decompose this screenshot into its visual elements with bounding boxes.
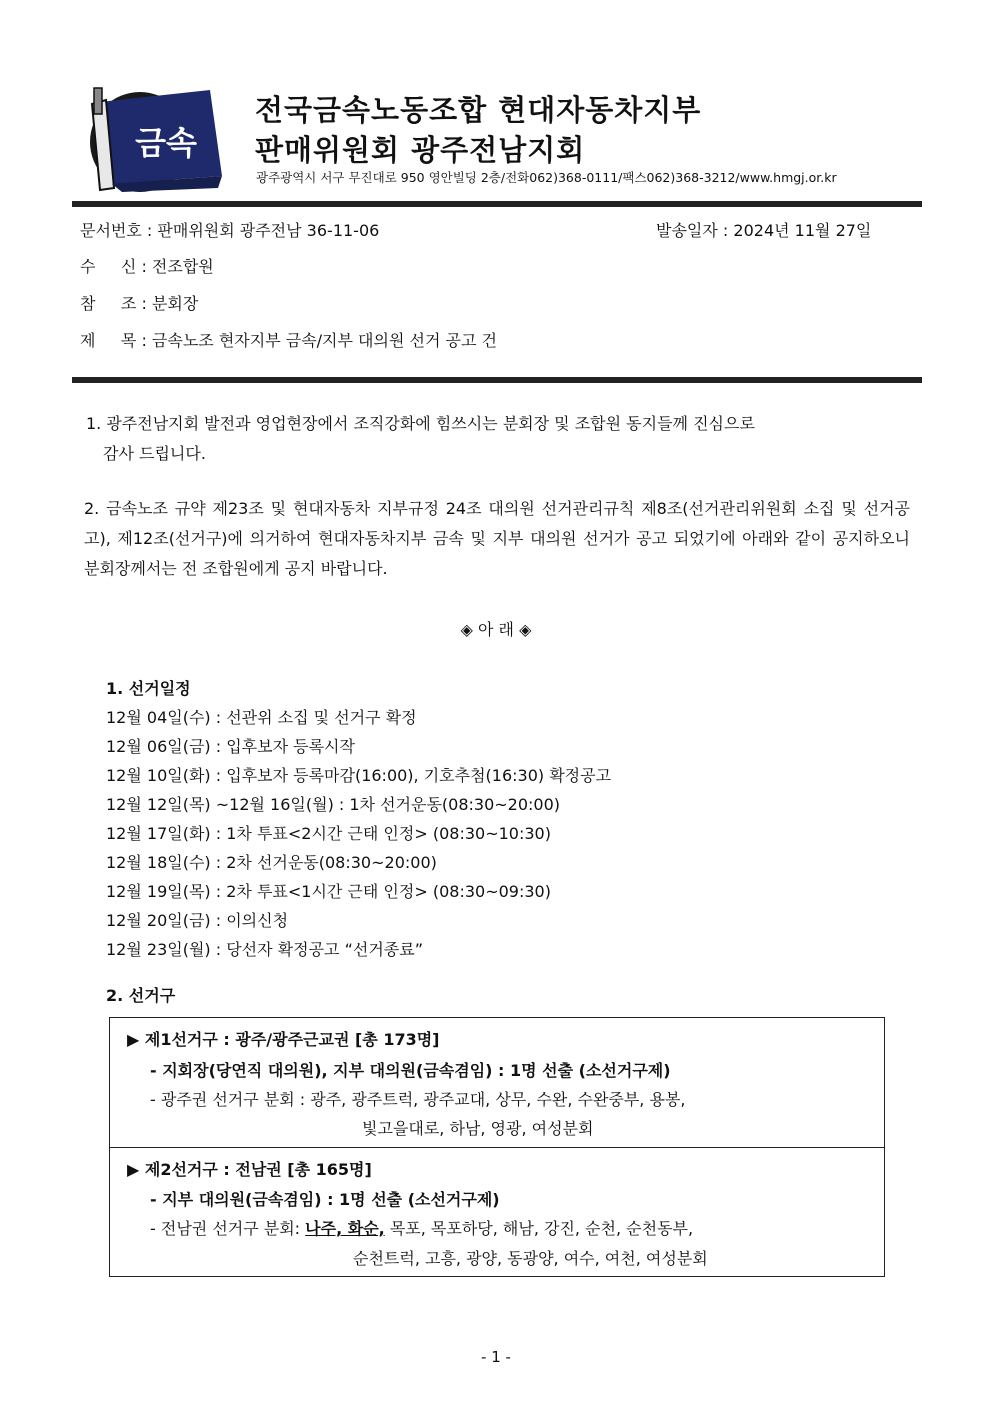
reference-label: 참 조: [80, 294, 137, 313]
schedule-item: 12월 17일(화) : 1차 투표<2시간 근태 인정> (08:30~10:30): [106, 824, 551, 843]
district-1-line2: - 광주권 선거구 분회 : 광주, 광주트럭, 광주교대, 상무, 수완, 수완중부, 용봉,: [150, 1090, 686, 1109]
send-date-value: 2024년 11월 27일: [733, 221, 872, 240]
reference-value: 분회장: [151, 294, 199, 313]
district-1-line1: - 지회장(당연직 대의원), 지부 대의원(금속겸임) : 1명 선출 (소선거구제): [150, 1061, 671, 1080]
district-2: [110, 1147, 884, 1276]
header-rule: [72, 201, 922, 207]
send-date-row: 발송일자 : 2024년 11월 27일: [656, 221, 872, 240]
doc-number-row: 문서번호 : 판매위원회 광주전남 36-11-06: [80, 221, 380, 240]
schedule-item: 12월 20일(금) : 이의신청: [106, 911, 289, 930]
reference-row: 참 조 : 분회장: [80, 294, 199, 313]
district-2-line2-prefix: - 전남권 선거구 분회:: [150, 1219, 301, 1238]
logo-text: 금속: [135, 124, 197, 162]
paragraph-1-line2: 감사 드립니다.: [103, 444, 206, 463]
below-heading: ◈ 아 래 ◈: [460, 620, 532, 639]
recipient-row: 수 신 : 전조합원: [80, 257, 214, 276]
recipient-label: 수 신: [80, 257, 137, 276]
schedule-item: 12월 06일(금) : 입후보자 등록시작: [106, 737, 355, 756]
doc-number-label: 문서번호: [80, 221, 142, 240]
districts-box: [109, 1017, 885, 1277]
district-2-line2-rest: 목포, 목포하당, 해남, 강진, 순천, 순천동부,: [389, 1219, 694, 1238]
subject-value: 금속노조 현자지부 금속/지부 대의원 선거 공고 건: [151, 331, 497, 350]
page-number: - 1 -: [481, 1348, 511, 1366]
org-name-line1: 전국금속노동조합 현대자동차지부: [255, 93, 702, 127]
union-logo: [82, 84, 224, 194]
district-1: [110, 1018, 884, 1147]
doc-number-value: 판매위원회 광주전남 36-11-06: [157, 221, 380, 240]
subject-label: 제 목: [80, 331, 137, 350]
district-2-highlighted-branches: 나주, 화순,: [305, 1219, 385, 1238]
district-1-line3: 빛고을대로, 하남, 영광, 여성분회: [362, 1119, 594, 1138]
schedule-item: 12월 18일(수) : 2차 선거운동(08:30~20:00): [106, 853, 437, 872]
schedule-item: 12월 04일(수) : 선관위 소집 및 선거구 확정: [106, 708, 417, 727]
district-2-line2: [150, 1216, 693, 1239]
paragraph-1-line1: 1. 광주전남지회 발전과 영업현장에서 조직강화에 힘쓰시는 분회장 및 조합원 동지들께 진심으로: [86, 414, 755, 433]
district-1-heading: ▶ 제1선거구 : 광주/광주근교권 [총 173명]: [127, 1030, 440, 1049]
district-2-line3: 순천트럭, 고흥, 광양, 동광양, 여수, 여천, 여성분회: [353, 1249, 708, 1268]
schedule-item: 12월 23일(월) : 당선자 확정공고 “선거종료”: [106, 940, 423, 959]
district-2-heading: ▶ 제2선거구 : 전남권 [총 165명]: [127, 1160, 372, 1179]
org-address: 광주광역시 서구 무진대로 950 영안빌딩 2층/전화062)368-0111/팩스062)368-3212/www.hmgj.or.kr: [256, 170, 837, 185]
schedule-title: 1. 선거일정: [106, 679, 191, 698]
schedule-item: 12월 10일(화) : 입후보자 등록마감(16:00), 기호추첨(16:30) 확정공고: [106, 766, 612, 785]
schedule-item: 12월 19일(목) : 2차 투표<1시간 근태 인정> (08:30~09:30): [106, 882, 551, 901]
district-2-line1: - 지부 대의원(금속겸임) : 1명 선출 (소선거구제): [150, 1190, 500, 1209]
union-logo-graphic: [82, 84, 224, 194]
subject-row: 제 목 : 금속노조 현자지부 금속/지부 대의원 선거 공고 건: [80, 331, 497, 350]
meta-rule: [72, 377, 922, 383]
paragraph-1: [86, 409, 755, 469]
districts-title: 2. 선거구: [106, 986, 176, 1005]
paragraph-2: 2. 금속노조 규약 제23조 및 현대자동차 지부규정 24조 대의원 선거관리규칙 제8조(선거관리위원회 소집 및 선거공고), 제12조(선거구)에 의거하여 현대자동차지부 금속 및 지부 대의원 선거가 공고 되었기에 아래와 같이 공지하오니 분회장께서는 전 조합원에게 공지 바랍니다.: [84, 499, 910, 578]
schedule-item: 12월 12일(목) ~12월 16일(월) : 1차 선거운동(08:30~20:00): [106, 795, 561, 814]
recipient-value: 전조합원: [151, 257, 214, 276]
send-date-label: 발송일자: [656, 221, 718, 240]
org-name-line2: 판매위원회 광주전남지회: [255, 133, 586, 167]
